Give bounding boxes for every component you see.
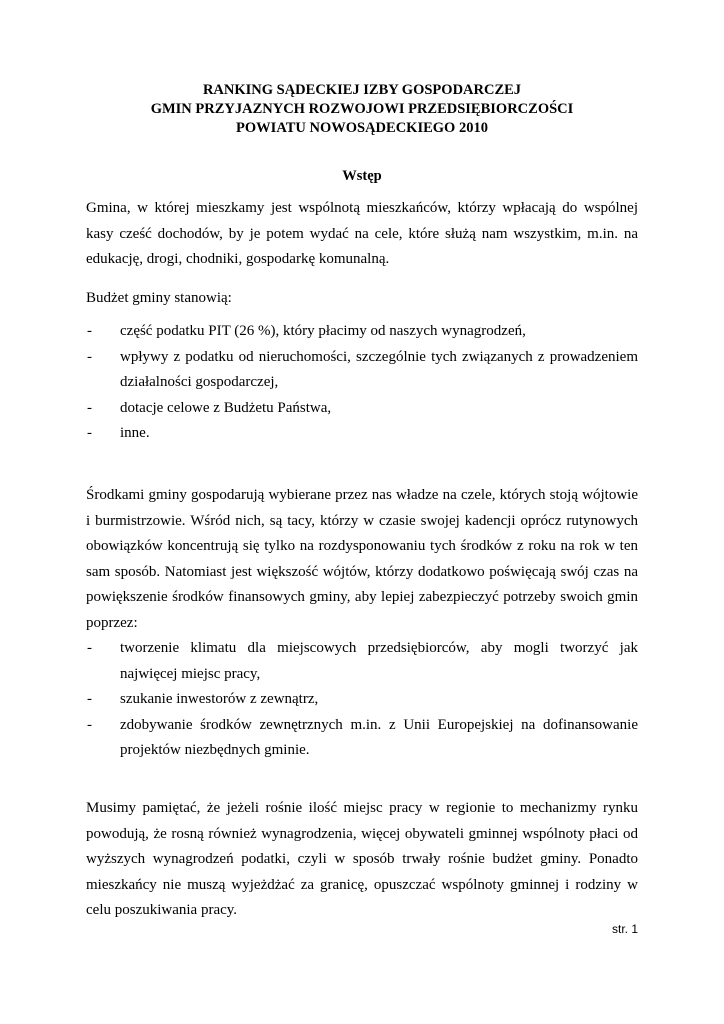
section-heading: Wstęp bbox=[342, 168, 382, 184]
list-item: - zdobywanie środków zewnętrznych m.in. z Unii Europejskiej na dofinansowanie projektów niezbędnych gminie. bbox=[86, 713, 638, 764]
budget-intro: Budżet gminy stanowią: bbox=[86, 290, 232, 306]
budget-list bbox=[86, 319, 638, 447]
title-line-1: RANKING SĄDECKIEJ IZBY GOSPODARCZEJ bbox=[202, 82, 522, 98]
intro-paragraph: Gmina, w której mieszkamy jest wspólnotą mieszkańców, którzy wpłacają do wspólnej kasy cześć dochodów, by je potem wydać na cele, które służą nam wszystkim, m.in. na edukację, drogi, chodniki, gospodarkę komunalną. bbox=[86, 200, 638, 267]
document-title bbox=[0, 81, 724, 138]
resources-paragraph: Środkami gminy gospodarują wybierane przez nas władze na czele, których stoją wójtowie i burmistrzowie. Wśród nich, są tacy, którzy w czasie swojej kadencji oprócz rutynowych obowiązków koncentrują się tylko na rozdysponowaniu tych środków z roku na rok w ten sam sposób. Natomiast jest większość wójtów, którzy dodatkowo poświęcają swój czas na powiększenie środków finansowych gminy, aby lepiej zabezpieczyć potrzeby swoich gmin poprzez: bbox=[86, 487, 638, 631]
title-line-3: POWIATU NOWOSĄDECKIEGO 2010 bbox=[236, 120, 488, 136]
list-item: - wpływy z podatku od nieruchomości, szczególnie tych związanych z prowadzeniem działalności gospodarczej, bbox=[86, 345, 638, 396]
list-item: - dotacje celowe z Budżetu Państwa, bbox=[86, 396, 638, 422]
resources-list bbox=[86, 636, 638, 764]
page-number: str. 1 bbox=[611, 922, 638, 936]
closing-paragraph: Musimy pamiętać, że jeżeli rośnie ilość miejsc pracy w regionie to mechanizmy rynku powodują, że rosną również wynagrodzenia, więcej obywateli gminnej wspólnoty płaci od wyższych wynagrodzeń podatki, czyli w sposób trwały rośnie budżet gminy. Ponadto mieszkańcy nie muszą wyjeżdżać za granicę, opuszczać wspólnoty gminnej i rodziny w celu poszukiwania pracy. bbox=[86, 800, 638, 918]
list-item: - część podatku PIT (26 %), który płacimy od naszych wynagrodzeń, bbox=[86, 319, 638, 345]
list-item: - szukanie inwestorów z zewnątrz, bbox=[86, 687, 638, 713]
list-item: - tworzenie klimatu dla miejscowych przedsiębiorców, aby mogli tworzyć jak najwięcej miejsc pracy, bbox=[86, 636, 638, 687]
title-line-2: GMIN PRZYJAZNYCH ROZWOJOWI PRZEDSIĘBIORCZOŚCI bbox=[150, 101, 574, 117]
list-item: - inne. bbox=[86, 421, 638, 447]
